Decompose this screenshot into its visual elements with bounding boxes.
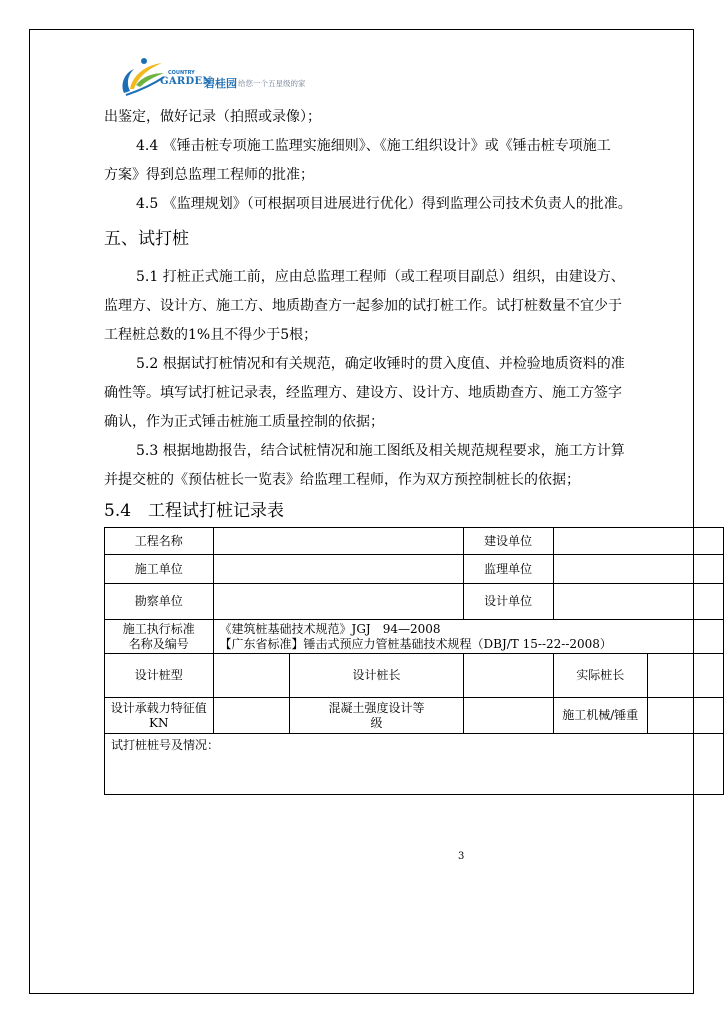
- section-five-title: 五、试打桩: [104, 229, 189, 249]
- supervision-unit-cell[interactable]: [553, 555, 723, 584]
- section-five-line: 并提交桩的《预估桩长一览表》给监理工程师，作为双方预控制桩长的依据；: [104, 472, 580, 488]
- company-logo: [118, 55, 348, 97]
- page-number: 3: [458, 851, 465, 862]
- section-five-line: 确认，作为正式锤击桩施工质量控制的依据；: [104, 414, 384, 430]
- design-pile-length-cell[interactable]: [463, 654, 553, 698]
- standard-label: [105, 620, 214, 654]
- builder-unit-cell[interactable]: [213, 555, 463, 584]
- section-five-line: 5.2 根据试打桩情况和有关规范，确定收锤时的贯入度值、并检验地质资料的准: [136, 356, 625, 372]
- concrete-grade-line: 混凝土强度设计等: [328, 700, 425, 715]
- section-five-line: 监理方、设计方、施工方、地质勘查方一起参加的试打桩工作。试打桩数量不宜少于: [104, 298, 622, 314]
- paragraph-line: 4.5 《监理规划》（可根据项目进展进行优化）得到监理公司技术负责人的批准。: [136, 196, 632, 212]
- project-name-cell[interactable]: [213, 528, 463, 555]
- logo-country-text: COUNTRY: [168, 70, 195, 76]
- table-row: [105, 698, 724, 734]
- table-row: [105, 654, 724, 698]
- bearing-capacity-cell[interactable]: [213, 698, 290, 734]
- paragraph-line: 4.4 《锤击桩专项施工监理实施细则》、《施工组织设计》或《锤击桩专项施工: [136, 138, 611, 154]
- table-row: [105, 528, 724, 555]
- table-row: [105, 584, 724, 620]
- bearing-capacity-line: 设计承载力特征值: [110, 700, 207, 715]
- design-unit-cell[interactable]: [553, 584, 723, 620]
- design-unit-label: 设计单位: [463, 584, 553, 620]
- supervision-unit-label: 监理单位: [463, 555, 553, 584]
- design-pile-length-label: 设计桩长: [290, 654, 463, 698]
- section-five-line: 确性等。填写试打桩记录表，经监理方、建设方、设计方、地质勘查方、施工方签字: [104, 385, 622, 401]
- standard-value: [213, 620, 723, 654]
- section-five-line: 工程桩总数的1%且不得少于5根；: [104, 327, 318, 343]
- section-five-line: 5.1 打桩正式施工前，应由总监理工程师（或工程项目副总）组织，由建设方、: [136, 269, 625, 285]
- record-table-title: 5.4 工程试打桩记录表: [104, 501, 285, 521]
- standard-label-line: 名称及编号: [128, 636, 189, 651]
- machinery-label: 施工机械/锤重: [553, 698, 647, 734]
- logo-brand-cn: 碧桂园: [204, 77, 237, 90]
- survey-unit-cell[interactable]: [213, 584, 463, 620]
- design-pile-type-cell[interactable]: [213, 654, 290, 698]
- machinery-cell[interactable]: [647, 698, 723, 734]
- bearing-capacity-line: KN: [149, 715, 169, 730]
- section-five-line: 5.3 根据地勘报告，结合试桩情况和施工图纸及相关规范规程要求，施工方计算: [136, 443, 625, 459]
- logo-slogan: 给您一个五星级的家: [238, 79, 306, 88]
- trial-pile-info-cell[interactable]: 试打桩桩号及情况：: [105, 734, 724, 795]
- survey-unit-label: 勘察单位: [105, 584, 214, 620]
- bearing-capacity-label: [105, 698, 214, 734]
- concrete-grade-label: [290, 698, 463, 734]
- standard-line: 【广东省标准】锤击式预应力管桩基础技术规程（DBJ/T 15--22--2008）: [219, 636, 612, 651]
- builder-unit-label: 施工单位: [105, 555, 214, 584]
- table-row: [105, 734, 724, 795]
- paragraph-line: 方案》得到总监理工程师的批准；: [104, 167, 314, 183]
- standard-line: 《建筑桩基础技术规范》JGJ 94—2008: [219, 621, 441, 636]
- actual-pile-length-cell[interactable]: [647, 654, 723, 698]
- standard-label-line: 施工执行标准: [122, 621, 195, 636]
- table-row: [105, 555, 724, 584]
- trial-pile-record-table: [104, 527, 724, 795]
- country-garden-emblem-icon: [118, 55, 166, 97]
- concrete-grade-cell[interactable]: [463, 698, 553, 734]
- construction-unit-cell[interactable]: [553, 528, 723, 555]
- design-pile-type-label: 设计桩型: [105, 654, 214, 698]
- concrete-grade-line: 级: [370, 715, 383, 730]
- project-name-label: 工程名称: [105, 528, 214, 555]
- actual-pile-length-label: 实际桩长: [553, 654, 647, 698]
- paragraph-line: 出鉴定，做好记录（拍照或录像）；: [104, 109, 321, 125]
- table-row: [105, 620, 724, 654]
- construction-unit-label: 建设单位: [463, 528, 553, 555]
- logo-garden-text: GARDEN: [160, 76, 212, 87]
